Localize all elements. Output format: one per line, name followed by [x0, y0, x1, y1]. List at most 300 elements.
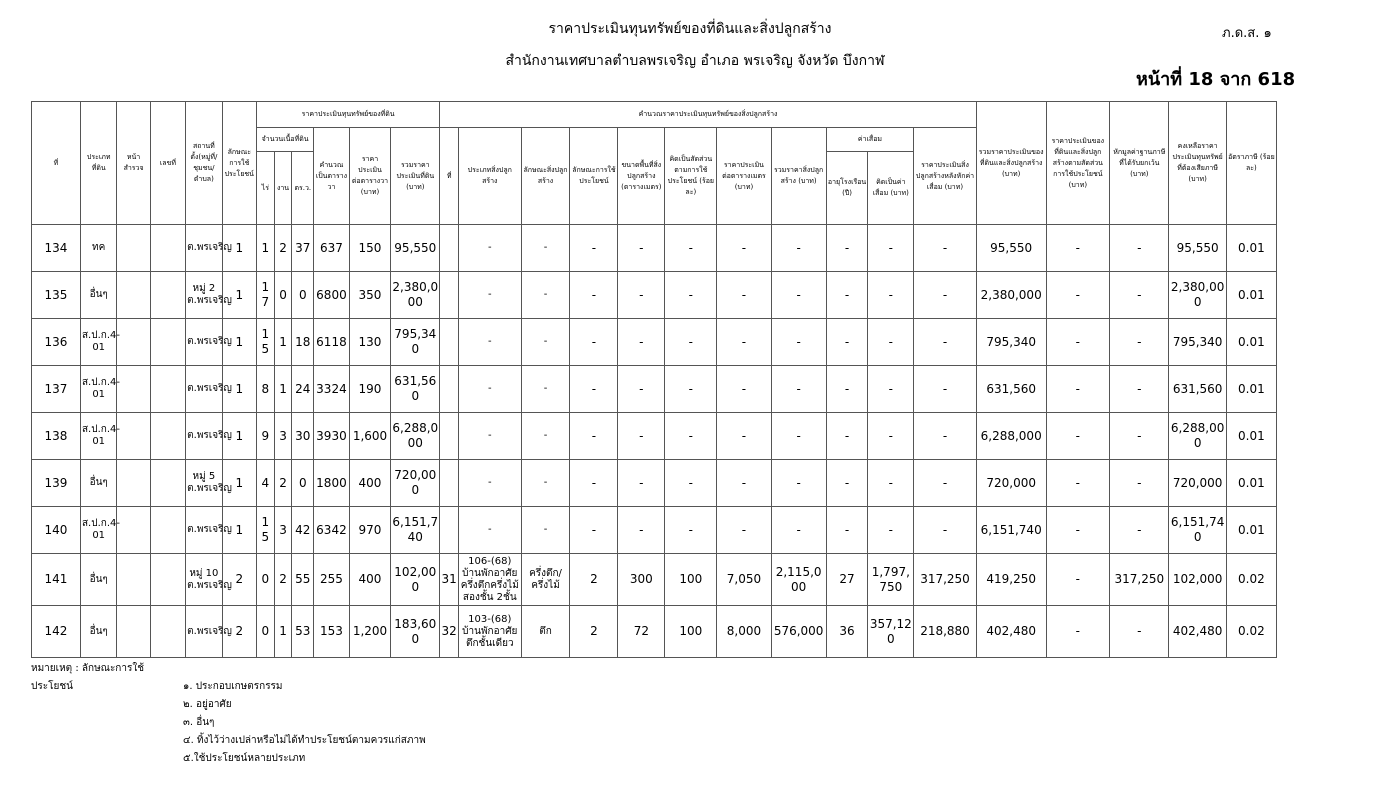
cell-total-value: 95,550 — [976, 225, 1046, 272]
cell-land-type: ส.ป.ก.4-01 — [80, 366, 116, 413]
cell-proportional: - — [1046, 225, 1110, 272]
cell-ngan: 2 — [274, 460, 292, 507]
cell-proportional: - — [1046, 507, 1110, 554]
cell-bldg-no — [440, 413, 459, 460]
cell-bldg-after-depr: - — [914, 366, 977, 413]
cell-location: ต.พรเจริญ — [186, 319, 222, 366]
cell-calc-area: 3324 — [314, 366, 349, 413]
cell-price-per-sqm: - — [717, 272, 771, 319]
cell-wa: 42 — [292, 507, 314, 554]
cell-usage-pct: 100 — [665, 554, 717, 606]
col-price-per-wa: ราคาประเมินต่อตารางวา (บาท) — [349, 128, 391, 225]
cell-calc-area: 1800 — [314, 460, 349, 507]
cell-land-total: 795,340 — [391, 319, 440, 366]
cell-tax-rate: 0.02 — [1226, 554, 1276, 606]
cell-deduction: - — [1110, 413, 1169, 460]
cell-bldg-after-depr: 218,880 — [914, 606, 977, 658]
cell-age: - — [826, 507, 868, 554]
col-land-total: รวมราคาประเมินที่ดิน (บาท) — [391, 128, 440, 225]
cell-no: 140 — [32, 507, 81, 554]
cell-bldg-total: - — [771, 413, 826, 460]
cell-tax-rate: 0.01 — [1226, 319, 1276, 366]
cell-price-per-sqm: 7,050 — [717, 554, 771, 606]
cell-usage: 1 — [222, 319, 256, 366]
cell-depr-amt: - — [868, 319, 914, 366]
cell-location: ต.พรเจริญ — [186, 606, 222, 658]
cell-calc-area: 153 — [314, 606, 349, 658]
cell-bldg-usage: - — [570, 272, 618, 319]
cell-usage-pct: - — [665, 366, 717, 413]
col-land-type: ประเภทที่ดิน — [80, 102, 116, 225]
cell-bldg-usage: - — [570, 460, 618, 507]
cell-doc-no — [150, 507, 185, 554]
cell-location: หมู่ 5 ต.พรเจริญ — [186, 460, 222, 507]
cell-calc-area: 3930 — [314, 413, 349, 460]
cell-page — [117, 319, 150, 366]
cell-tax-rate: 0.01 — [1226, 507, 1276, 554]
cell-page — [117, 413, 150, 460]
cell-price-per-wa: 1,600 — [349, 413, 391, 460]
cell-bldg-char: - — [521, 507, 570, 554]
cell-proportional: - — [1046, 319, 1110, 366]
cell-location: หมู่ 10 ต.พรเจริญ — [186, 554, 222, 606]
cell-usage: 1 — [222, 272, 256, 319]
cell-rai: 15 — [256, 319, 274, 366]
cell-doc-no — [150, 606, 185, 658]
col-bldg-char: ลักษณะสิ่งปลูกสร้าง — [521, 128, 570, 225]
cell-depr-amt: - — [868, 507, 914, 554]
col-usage: ลักษณะการใช้ประโยชน์ — [222, 102, 256, 225]
cell-price-per-wa: 970 — [349, 507, 391, 554]
cell-no: 136 — [32, 319, 81, 366]
cell-proportional: - — [1046, 460, 1110, 507]
cell-calc-area: 6118 — [314, 319, 349, 366]
cell-ngan: 2 — [274, 554, 292, 606]
col-bldg-usage: ลักษณะการใช้ประโยชน์ — [570, 128, 618, 225]
cell-bldg-usage: 2 — [570, 606, 618, 658]
cell-deduction: - — [1110, 460, 1169, 507]
cell-bldg-total: - — [771, 319, 826, 366]
cell-page — [117, 554, 150, 606]
col-total-value: รวมราคาประเมินของที่ดินและสิ่งปลูกสร้าง (บาท) — [976, 102, 1046, 225]
cell-price-per-wa: 400 — [349, 554, 391, 606]
cell-wa: 0 — [292, 272, 314, 319]
col-group-depreciation: ค่าเสื่อม — [826, 128, 914, 152]
cell-proportional: - — [1046, 606, 1110, 658]
cell-location: หมู่ 2 ต.พรเจริญ — [186, 272, 222, 319]
cell-depr-amt: - — [868, 225, 914, 272]
table-row — [32, 272, 1277, 319]
cell-land-type: อื่นๆ — [80, 272, 116, 319]
cell-page — [117, 366, 150, 413]
cell-bldg-char: - — [521, 460, 570, 507]
col-bldg-total: รวมราคาสิ่งปลูกสร้าง (บาท) — [771, 128, 826, 225]
cell-proportional: - — [1046, 554, 1110, 606]
cell-usage: 2 — [222, 606, 256, 658]
table-row — [32, 319, 1277, 366]
cell-bldg-total: - — [771, 225, 826, 272]
cell-calc-area: 6342 — [314, 507, 349, 554]
cell-bldg-no — [440, 225, 459, 272]
cell-usage-pct: - — [665, 272, 717, 319]
col-tax-rate: อัตราภาษี (ร้อยละ) — [1226, 102, 1276, 225]
cell-bldg-after-depr: - — [914, 460, 977, 507]
cell-bldg-area: 300 — [618, 554, 665, 606]
cell-price-per-sqm: - — [717, 366, 771, 413]
col-group-building: คำนวณราคาประเมินทุนทรัพย์ของสิ่งปลูกสร้าง — [440, 102, 976, 128]
cell-bldg-usage: - — [570, 413, 618, 460]
cell-tax-rate: 0.01 — [1226, 460, 1276, 507]
col-calc-area: คำนวณเป็นตารางวา — [314, 128, 349, 225]
cell-usage: 1 — [222, 225, 256, 272]
cell-calc-area: 637 — [314, 225, 349, 272]
cell-wa: 53 — [292, 606, 314, 658]
cell-land-type: อื่นๆ — [80, 554, 116, 606]
cell-land-total: 6,151,740 — [391, 507, 440, 554]
cell-deduction: - — [1110, 606, 1169, 658]
cell-depr-amt: - — [868, 366, 914, 413]
cell-price-per-sqm: 8,000 — [717, 606, 771, 658]
cell-price-per-sqm: - — [717, 319, 771, 366]
cell-usage-pct: - — [665, 225, 717, 272]
cell-total-value: 6,288,000 — [976, 413, 1046, 460]
cell-location: ต.พรเจริญ — [186, 507, 222, 554]
cell-location: ต.พรเจริญ — [186, 225, 222, 272]
cell-bldg-area: - — [618, 460, 665, 507]
cell-land-type: ส.ป.ก.4-01 — [80, 413, 116, 460]
cell-bldg-area: - — [618, 319, 665, 366]
cell-land-total: 720,000 — [391, 460, 440, 507]
cell-bldg-usage: - — [570, 225, 618, 272]
col-page: หน้าสำรวจ — [117, 102, 150, 225]
cell-usage: 2 — [222, 554, 256, 606]
cell-bldg-area: - — [618, 272, 665, 319]
cell-age: 27 — [826, 554, 868, 606]
cell-doc-no — [150, 460, 185, 507]
cell-remaining: 6,151,740 — [1169, 507, 1226, 554]
cell-usage-pct: - — [665, 507, 717, 554]
cell-price-per-wa: 190 — [349, 366, 391, 413]
cell-price-per-sqm: - — [717, 225, 771, 272]
cell-land-total: 183,600 — [391, 606, 440, 658]
note-item: ๑. ประกอบเกษตรกรรม — [183, 681, 283, 692]
table-body — [32, 225, 1277, 658]
col-usage-pct: คิดเป็นสัดส่วนตามการใช้ประโยชน์ (ร้อยละ) — [665, 128, 717, 225]
notes-label: หมายเหตุ : ลักษณะการใช้ประโยชน์ — [31, 663, 145, 692]
cell-tax-rate: 0.01 — [1226, 272, 1276, 319]
cell-land-total: 102,000 — [391, 554, 440, 606]
cell-deduction: - — [1110, 225, 1169, 272]
cell-calc-area: 255 — [314, 554, 349, 606]
cell-rai: 4 — [256, 460, 274, 507]
cell-remaining: 102,000 — [1169, 554, 1226, 606]
cell-ngan: 3 — [274, 413, 292, 460]
cell-remaining: 795,340 — [1169, 319, 1226, 366]
cell-land-total: 631,560 — [391, 366, 440, 413]
note-item: ๕.ใช้ประโยชน์หลายประเภท — [183, 753, 306, 764]
cell-wa: 18 — [292, 319, 314, 366]
cell-land-total: 6,288,000 — [391, 413, 440, 460]
cell-rai: 15 — [256, 507, 274, 554]
cell-total-value: 2,380,000 — [976, 272, 1046, 319]
col-group-land: ราคาประเมินทุนทรัพย์ของที่ดิน — [256, 102, 439, 128]
cell-rai: 0 — [256, 554, 274, 606]
cell-bldg-no — [440, 460, 459, 507]
cell-price-per-wa: 400 — [349, 460, 391, 507]
cell-bldg-after-depr: 317,250 — [914, 554, 977, 606]
cell-proportional: - — [1046, 413, 1110, 460]
cell-bldg-area: - — [618, 225, 665, 272]
document-subtitle: สำนักงานเทศบาลตำบลพรเจริญ อำเภอ พรเจริญ จังหวัด บึงกาฬ — [505, 53, 885, 69]
cell-age: - — [826, 272, 868, 319]
cell-no: 134 — [32, 225, 81, 272]
cell-rai: 9 — [256, 413, 274, 460]
cell-remaining: 402,480 — [1169, 606, 1226, 658]
col-wa: ตร.ว. — [292, 152, 314, 225]
cell-proportional: - — [1046, 272, 1110, 319]
cell-usage: 1 — [222, 507, 256, 554]
cell-land-type: ทค — [80, 225, 116, 272]
col-bldg-no: ที่ — [440, 128, 459, 225]
cell-bldg-usage: - — [570, 366, 618, 413]
cell-land-total: 95,550 — [391, 225, 440, 272]
cell-ngan: 0 — [274, 272, 292, 319]
cell-doc-no — [150, 272, 185, 319]
cell-bldg-type: - — [459, 507, 522, 554]
cell-proportional: - — [1046, 366, 1110, 413]
cell-usage-pct: - — [665, 460, 717, 507]
cell-wa: 0 — [292, 460, 314, 507]
cell-bldg-type: - — [459, 225, 522, 272]
cell-no: 137 — [32, 366, 81, 413]
cell-remaining: 2,380,000 — [1169, 272, 1226, 319]
cell-bldg-char: - — [521, 413, 570, 460]
cell-page — [117, 272, 150, 319]
cell-usage-pct: 100 — [665, 606, 717, 658]
cell-ngan: 2 — [274, 225, 292, 272]
cell-deduction: - — [1110, 319, 1169, 366]
cell-bldg-no — [440, 319, 459, 366]
cell-price-per-wa: 350 — [349, 272, 391, 319]
col-group-area: จำนวนเนื้อที่ดิน — [256, 128, 313, 152]
cell-age: - — [826, 460, 868, 507]
cell-bldg-type: - — [459, 319, 522, 366]
cell-land-type: อื่นๆ — [80, 460, 116, 507]
form-code: ภ.ด.ส. ๑ — [1222, 26, 1272, 41]
cell-bldg-usage: 2 — [570, 554, 618, 606]
cell-tax-rate: 0.01 — [1226, 366, 1276, 413]
cell-wa: 30 — [292, 413, 314, 460]
cell-rai: 1 — [256, 225, 274, 272]
cell-age: - — [826, 413, 868, 460]
col-bldg-area: ขนาดพื้นที่สิ่งปลูกสร้าง (ตารางเมตร) — [618, 128, 665, 225]
cell-bldg-type: - — [459, 272, 522, 319]
col-rai: ไร่ — [256, 152, 274, 225]
cell-rai: 0 — [256, 606, 274, 658]
cell-bldg-usage: - — [570, 507, 618, 554]
cell-usage: 1 — [222, 413, 256, 460]
note-item: ๓. อื่นๆ — [183, 717, 215, 728]
cell-rai: 8 — [256, 366, 274, 413]
cell-remaining: 631,560 — [1169, 366, 1226, 413]
cell-bldg-total: - — [771, 460, 826, 507]
col-ngan: งาน — [274, 152, 292, 225]
cell-bldg-no: 32 — [440, 606, 459, 658]
cell-bldg-no: 31 — [440, 554, 459, 606]
cell-bldg-total: 2,115,000 — [771, 554, 826, 606]
cell-bldg-char: ครึ่งตึก/ครึ่งไม้ — [521, 554, 570, 606]
cell-usage: 1 — [222, 366, 256, 413]
cell-price-per-sqm: - — [717, 460, 771, 507]
cell-wa: 55 — [292, 554, 314, 606]
cell-age: - — [826, 225, 868, 272]
cell-price-per-sqm: - — [717, 507, 771, 554]
cell-price-per-wa: 130 — [349, 319, 391, 366]
cell-depr-amt: 1,797,750 — [868, 554, 914, 606]
cell-bldg-total: - — [771, 507, 826, 554]
cell-ngan: 3 — [274, 507, 292, 554]
table-row — [32, 460, 1277, 507]
cell-doc-no — [150, 366, 185, 413]
cell-bldg-area: 72 — [618, 606, 665, 658]
cell-bldg-no — [440, 272, 459, 319]
cell-bldg-type: 106-(68) บ้านพักอาศัยครึ่งตึกครึ่งไม้สองชั้น 2ชั้น — [459, 554, 522, 606]
cell-bldg-char: - — [521, 319, 570, 366]
cell-calc-area: 6800 — [314, 272, 349, 319]
document-title: ราคาประเมินทุนทรัพย์ของที่ดินและสิ่งปลูกสร้าง — [548, 21, 832, 37]
cell-no: 139 — [32, 460, 81, 507]
note-item: ๒. อยู่อาศัย — [183, 699, 232, 710]
cell-bldg-total: 576,000 — [771, 606, 826, 658]
cell-bldg-type: - — [459, 413, 522, 460]
cell-ngan: 1 — [274, 606, 292, 658]
cell-remaining: 6,288,000 — [1169, 413, 1226, 460]
cell-bldg-char: - — [521, 225, 570, 272]
cell-doc-no — [150, 225, 185, 272]
cell-deduction: - — [1110, 507, 1169, 554]
col-bldg-type: ประเภทสิ่งปลูกสร้าง — [459, 128, 522, 225]
cell-bldg-after-depr: - — [914, 507, 977, 554]
cell-depr-amt: - — [868, 413, 914, 460]
cell-rai: 17 — [256, 272, 274, 319]
cell-land-total: 2,380,000 — [391, 272, 440, 319]
cell-tax-rate: 0.01 — [1226, 413, 1276, 460]
cell-total-value: 631,560 — [976, 366, 1046, 413]
cell-remaining: 95,550 — [1169, 225, 1226, 272]
table-row — [32, 606, 1277, 658]
cell-age: - — [826, 366, 868, 413]
cell-price-per-wa: 150 — [349, 225, 391, 272]
col-doc-no: เลขที่ — [150, 102, 185, 225]
cell-usage-pct: - — [665, 319, 717, 366]
assessment-table — [31, 101, 1277, 658]
cell-bldg-char: - — [521, 272, 570, 319]
cell-bldg-type: 103-(68) บ้านพักอาศัยตึกชั้นเดียว — [459, 606, 522, 658]
cell-deduction: - — [1110, 366, 1169, 413]
cell-age: - — [826, 319, 868, 366]
cell-bldg-area: - — [618, 507, 665, 554]
cell-ngan: 1 — [274, 366, 292, 413]
cell-total-value: 795,340 — [976, 319, 1046, 366]
col-location: สถานที่ตั้ง(หมู่ที่/ชุมชน/ตำบล) — [186, 102, 222, 225]
cell-bldg-type: - — [459, 366, 522, 413]
cell-bldg-type: - — [459, 460, 522, 507]
cell-page — [117, 460, 150, 507]
cell-land-type: ส.ป.ก.4-01 — [80, 319, 116, 366]
table-row — [32, 554, 1277, 606]
cell-no: 141 — [32, 554, 81, 606]
cell-no: 142 — [32, 606, 81, 658]
cell-deduction: 317,250 — [1110, 554, 1169, 606]
cell-bldg-char: - — [521, 366, 570, 413]
cell-deduction: - — [1110, 272, 1169, 319]
cell-land-type: ส.ป.ก.4-01 — [80, 507, 116, 554]
cell-price-per-sqm: - — [717, 413, 771, 460]
cell-bldg-after-depr: - — [914, 413, 977, 460]
cell-bldg-area: - — [618, 366, 665, 413]
cell-doc-no — [150, 413, 185, 460]
cell-page — [117, 606, 150, 658]
cell-depr-amt: - — [868, 272, 914, 319]
cell-wa: 37 — [292, 225, 314, 272]
table-row — [32, 366, 1277, 413]
cell-no: 138 — [32, 413, 81, 460]
cell-total-value: 720,000 — [976, 460, 1046, 507]
cell-total-value: 6,151,740 — [976, 507, 1046, 554]
cell-wa: 24 — [292, 366, 314, 413]
cell-age: 36 — [826, 606, 868, 658]
cell-bldg-no — [440, 507, 459, 554]
cell-bldg-char: ตึก — [521, 606, 570, 658]
cell-total-value: 402,480 — [976, 606, 1046, 658]
col-deduction: หักมูลค่าฐานภาษีที่ได้รับยกเว้น (บาท) — [1110, 102, 1169, 225]
table-row — [32, 507, 1277, 554]
col-proportional: ราคาประเมินของที่ดินและสิ่งปลูกสร้างตามสัดส่วนการใช้ประโยชน์ (บาท) — [1046, 102, 1110, 225]
cell-total-value: 419,250 — [976, 554, 1046, 606]
cell-bldg-usage: - — [570, 319, 618, 366]
cell-no: 135 — [32, 272, 81, 319]
col-remaining: คงเหลือราคาประเมินทุนทรัพย์ที่ต้องเสียภาษี (บาท) — [1169, 102, 1226, 225]
col-depr-amt: คิดเป็นค่าเสื่อม (บาท) — [868, 152, 914, 225]
cell-bldg-after-depr: - — [914, 272, 977, 319]
cell-land-type: อื่นๆ — [80, 606, 116, 658]
cell-doc-no — [150, 554, 185, 606]
cell-bldg-after-depr: - — [914, 319, 977, 366]
cell-remaining: 720,000 — [1169, 460, 1226, 507]
notes-section — [31, 660, 426, 768]
cell-bldg-no — [440, 366, 459, 413]
cell-tax-rate: 0.01 — [1226, 225, 1276, 272]
cell-usage-pct: - — [665, 413, 717, 460]
table-row — [32, 413, 1277, 460]
cell-page — [117, 225, 150, 272]
cell-doc-no — [150, 319, 185, 366]
cell-tax-rate: 0.02 — [1226, 606, 1276, 658]
note-item: ๔. ทิ้งไว้ว่างเปล่าหรือไม่ได้ทำประโยชน์ตามควรแก่สภาพ — [183, 735, 426, 746]
cell-bldg-after-depr: - — [914, 225, 977, 272]
col-price-per-sqm: ราคาประเมินต่อตารางเมตร (บาท) — [717, 128, 771, 225]
cell-depr-amt: 357,120 — [868, 606, 914, 658]
cell-ngan: 1 — [274, 319, 292, 366]
col-bldg-after-depr: ราคาประเมินสิ่งปลูกสร้างหลังหักค่าเสื่อม (บาท) — [914, 128, 977, 225]
col-no: ที่ — [32, 102, 81, 225]
cell-page — [117, 507, 150, 554]
cell-location: ต.พรเจริญ — [186, 366, 222, 413]
cell-price-per-wa: 1,200 — [349, 606, 391, 658]
cell-depr-amt: - — [868, 460, 914, 507]
cell-bldg-total: - — [771, 366, 826, 413]
col-age: อายุโรงเรือน (ปี) — [826, 152, 868, 225]
